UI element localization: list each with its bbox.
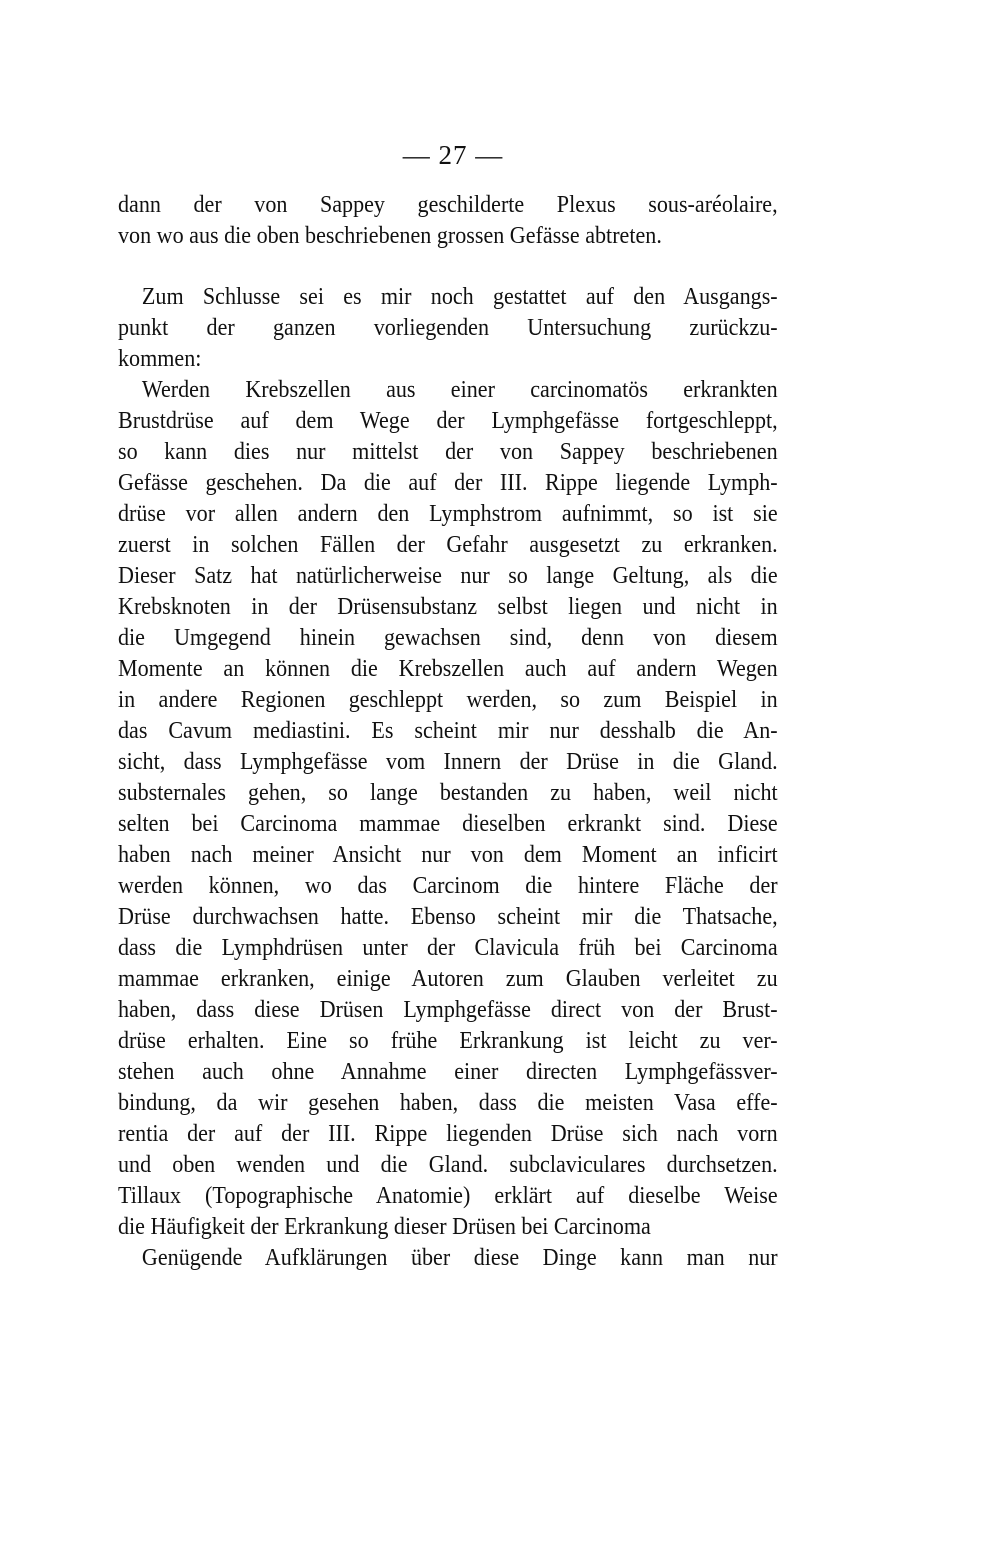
text-line: stehen auch ohne Annahme einer directen Lymphgefässver- [118,1059,778,1085]
text-line: Gefässe geschehen. Da die auf der III. Rippe liegende Lymph- [118,470,778,496]
text-line: Tillaux (Topographische Anatomie) erklärt auf dieselbe Weise [118,1183,778,1209]
text-line: sicht, dass Lymphgefässe vom Innern der Drüse in die Gland. [118,749,778,775]
text-line: Drüse durchwachsen hatte. Ebenso scheint mir die Thatsache, [118,904,778,930]
text-line: Dieser Satz hat natürlicherweise nur so lange Geltung, als die [118,563,778,589]
text-line: Brustdrüse auf dem Wege der Lymphgefässe fortgeschleppt, [118,408,778,434]
text-line: und oben wenden und die Gland. subclaviculares durchsetzen. [118,1152,778,1178]
text-line: haben nach meiner Ansicht nur von dem Moment an inficirt [118,842,778,868]
body-text [118,190,778,1274]
text-line: kommen: [118,346,202,372]
text-line: mammae erkranken, einige Autoren zum Glauben verleitet zu [118,966,778,992]
text-line: die Häufigkeit der Erkrankung dieser Drüsen bei Carcinoma [118,1214,651,1240]
text-line: Werden Krebszellen aus einer carcinomatös erkrankten [141,377,778,403]
text-line: Krebsknoten in der Drüsensubstanz selbst liegen und nicht in [118,594,778,620]
text-line: Zum Schlusse sei es mir noch gestattet auf den Ausgangs- [141,284,778,310]
text-line: in andere Regionen geschleppt werden, so zum Beispiel in [118,687,778,713]
text-line: dass die Lymphdrüsen unter der Clavicula früh bei Carcinoma [118,935,778,961]
text-line: dann der von Sappey geschilderte Plexus sous-aréolaire, [118,192,778,218]
text-line: Momente an können die Krebszellen auch auf andern Wegen [118,656,778,682]
text-line: drüse erhalten. Eine so frühe Erkrankung ist leicht zu ver- [118,1028,778,1054]
text-line: zuerst in solchen Fällen der Gefahr ausgesetzt zu erkranken. [118,532,778,558]
text-line: bindung, da wir gesehen haben, dass die meisten Vasa effe- [118,1090,778,1116]
text-line: von wo aus die oben beschriebenen grossen Gefässe abtreten. [118,223,662,249]
text-line: werden können, wo das Carcinom die hintere Fläche der [118,873,778,899]
text-line: rentia der auf der III. Rippe liegenden Drüse sich nach vorn [118,1121,778,1147]
text-line: selten bei Carcinoma mammae dieselben erkrankt sind. Diese [118,811,778,837]
text-line: substernales gehen, so lange bestanden zu haben, weil nicht [118,780,778,806]
paragraph-gap [118,252,778,282]
text-line: Genügende Aufklärungen über diese Dinge kann man nur [141,1245,778,1271]
text-line: drüse vor allen andern den Lymphstrom aufnimmt, so ist sie [118,501,778,527]
text-line: das Cavum mediastini. Es scheint mir nur desshalb die An- [118,718,778,744]
text-line: die Umgegend hinein gewachsen sind, denn von diesem [118,625,778,651]
text-line: punkt der ganzen vorliegenden Untersuchung zurückzu- [118,315,778,341]
text-line: so kann dies nur mittelst der von Sappey beschriebenen [118,439,778,465]
text-line: haben, dass diese Drüsen Lymphgefässe direct von der Brust- [118,997,778,1023]
page-number: — 27 — [402,140,504,170]
